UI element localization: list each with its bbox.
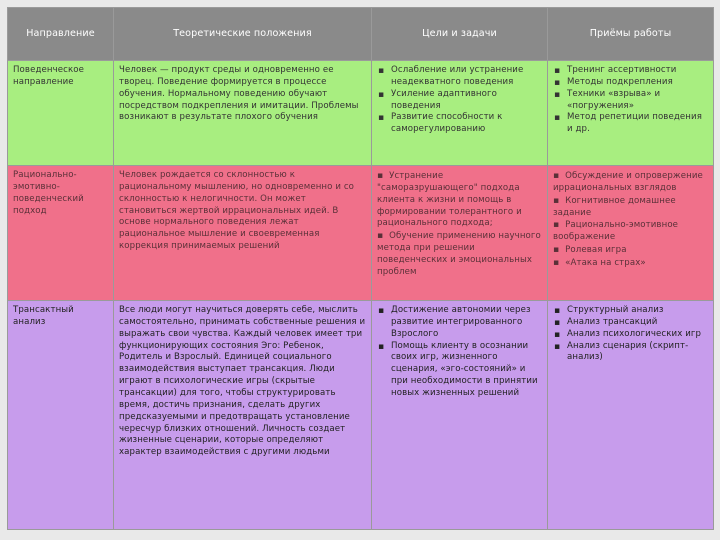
direction-cell: Трансактный анализ <box>8 301 114 530</box>
methods-list <box>553 305 708 364</box>
direction-cell: Поведенческое направление <box>8 61 114 166</box>
methods-cell <box>548 301 714 530</box>
list-item: ▪ Методы подкрепления <box>553 77 708 89</box>
direction-cell: Рационально-эмотивно-поведенческий подход <box>8 166 114 301</box>
goals-cell <box>372 166 548 301</box>
list-item: ▪ Анализ сценария (скрипт-анализ) <box>553 341 708 365</box>
table-header-row <box>8 8 714 61</box>
list-item: ▪ Техники «взрыва» и «погружения» <box>553 89 708 113</box>
header-theory: Теоретические положения <box>114 8 372 61</box>
goals-list <box>377 305 542 400</box>
list-item: ▪ Обучение применению научного метода при решении поведенческих и эмоциональных проблем <box>377 230 542 278</box>
list-item: ▪ Тренинг ассертивности <box>553 65 708 77</box>
table-row-behavioral <box>8 61 714 166</box>
goals-cell <box>372 301 548 530</box>
list-item: ▪ Устранение "саморазрушающего" подхода клиента к жизни и помощь в формировании толерантного и рационального подхода; <box>377 170 542 230</box>
goals-cell <box>372 61 548 166</box>
list-item: ▪ Достижение автономии через развитие интегрированного Взрослого <box>377 305 542 341</box>
header-direction: Направление <box>8 8 114 61</box>
table-row-transactional-analysis <box>8 301 714 530</box>
methods-list <box>553 65 708 136</box>
header-methods: Приёмы работы <box>548 8 714 61</box>
theory-cell: Человек — продукт среды и одновременно ее творец. Поведение формируется в процессе обучения. Нормальному поведению обучают посредством подкрепления и имитации. Проблемы возникают в результате плохого обучения <box>114 61 372 166</box>
list-item: ▪ «Атака на страх» <box>553 257 708 270</box>
list-item: ▪ Ослабление или устранение неадекватного поведения <box>377 65 542 89</box>
list-item: ▪ Развитие способности к саморегулированию <box>377 112 542 136</box>
table-row-rebt <box>8 166 714 301</box>
list-item: ▪ Метод репетиции поведения и др. <box>553 112 708 136</box>
header-goals: Цели и задачи <box>372 8 548 61</box>
list-item: ▪ Обсуждение и опровержение иррациональных взглядов <box>553 170 708 195</box>
theory-cell: Все люди могут научиться доверять себе, мыслить самостоятельно, принимать собственные решения и выражать свои чувства. Каждый человек имеет три функционирующих состояния Эго: Ребенок, Родитель и Взрослый. Единицей социального взаимодействия выступает трансакция. Люди играют в психологические игры (скрытые трансакции) для того, чтобы структурировать время, достичь признания, сделать других предсказуемыми и предотвращать установление чересчур близких отношений. Личность создает жизненные сценарии, которые определяют характер взаимодействия с другими людьми <box>114 301 372 530</box>
therapy-directions-table <box>7 7 714 530</box>
list-item: ▪ Анализ психологических игр <box>553 329 708 341</box>
list-item: ▪ Помощь клиенту в осознании своих игр, жизненного сценария, «эго-состояний» и при необходимости в принятии новых жизненных решений <box>377 341 542 400</box>
methods-list <box>553 170 708 270</box>
theory-cell: Человек рождается со склонностью к рациональному мышлению, но одновременно и со склонностью к нелогичности. Он может становиться жертвой иррациональных идей. В основе нормального поведения лежат рациональное мышление и своевременная коррекция принимаемых решений <box>114 166 372 301</box>
list-item: ▪ Ролевая игра <box>553 244 708 257</box>
list-item: ▪ Когнитивное домашнее задание <box>553 195 708 220</box>
list-item: ▪ Рационально-эмотивное воображение <box>553 219 708 244</box>
methods-cell <box>548 61 714 166</box>
methods-cell <box>548 166 714 301</box>
list-item: ▪ Структурный анализ <box>553 305 708 317</box>
list-item: ▪ Усиление адаптивного поведения <box>377 89 542 113</box>
goals-list <box>377 65 542 136</box>
goals-list <box>377 170 542 279</box>
list-item: ▪ Анализ трансакций <box>553 317 708 329</box>
